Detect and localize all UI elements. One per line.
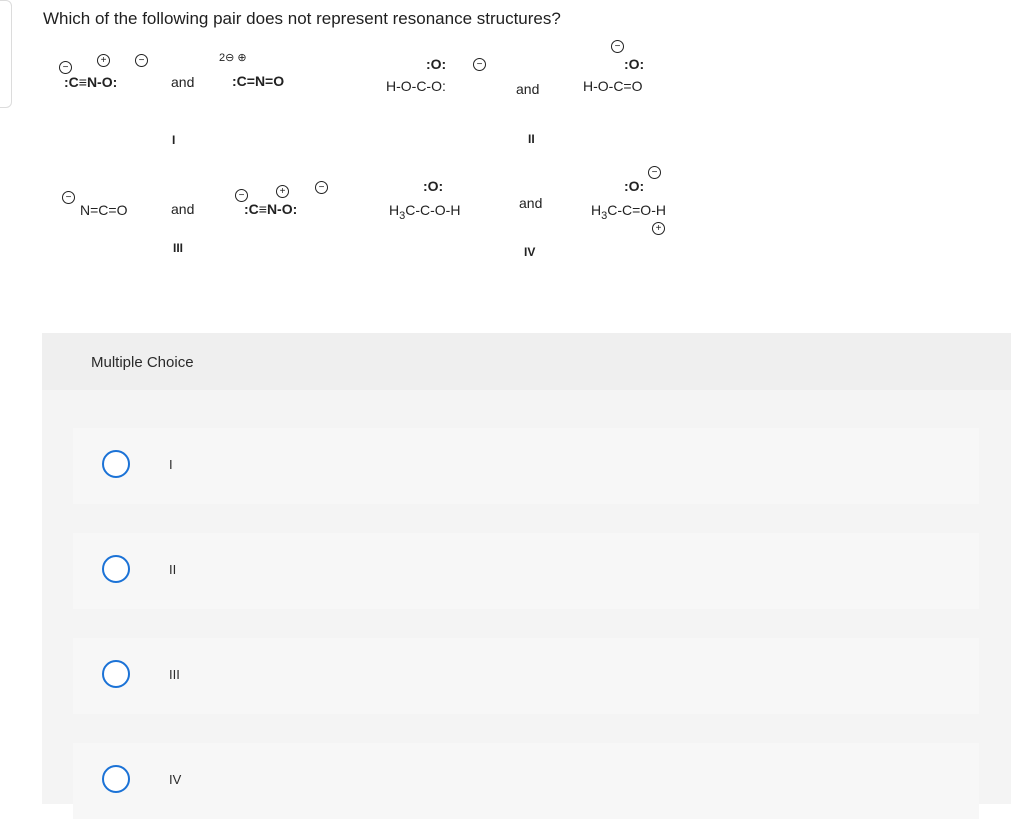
pair-numeral-4: IV [524, 245, 536, 259]
choice-option-1[interactable] [73, 428, 979, 504]
and-label: and [519, 195, 543, 211]
choice-label: III [169, 667, 180, 682]
pair-numeral-3: III [173, 241, 184, 255]
left-panel-edge [0, 0, 12, 108]
radio-button[interactable] [102, 555, 130, 583]
multiple-choice-header [42, 333, 1011, 390]
structure-3b: :C≡N-O: [244, 201, 298, 217]
multiple-choice-panel [42, 333, 1011, 804]
minus-charge-icon: − [135, 54, 148, 67]
choice-option-2[interactable] [73, 533, 979, 609]
structure-3a: N=C=O [80, 202, 128, 218]
structure-4a: $H_3C-C-O-H$ [389, 202, 461, 222]
pair-numeral-2: II [528, 132, 535, 146]
multiple-choice-title: Multiple Choice [91, 354, 194, 371]
radio-button[interactable] [102, 450, 130, 478]
choice-label: I [169, 457, 173, 472]
plus-charge-icon: + [652, 222, 665, 235]
radio-button[interactable] [102, 765, 130, 793]
and-label: and [171, 74, 195, 90]
choice-label: IV [169, 772, 182, 787]
minus-charge-icon: − [59, 61, 72, 74]
minus-charge-icon: − [235, 189, 248, 202]
structure-1a: :C≡N-O: [64, 74, 118, 90]
minus-charge-icon: − [648, 166, 661, 179]
choice-label: II [169, 562, 177, 577]
structure-4b: $H_3C-C=O-H$ [591, 202, 666, 222]
minus-charge-icon: − [473, 58, 486, 71]
minus-charge-icon: − [315, 181, 328, 194]
pair-numeral-1: I [172, 133, 176, 147]
and-label: and [516, 81, 540, 97]
structure-2a: H-O-C-O: [386, 78, 446, 94]
structure-2b: H-O-C=O [583, 78, 643, 94]
choice-option-4[interactable] [73, 743, 979, 819]
formal-charges-label: 2⊖ ⊕ [219, 52, 247, 64]
question-text: Which of the following pair does not represent resonance structures? [43, 9, 561, 28]
hydroxyl-oxygen: :O: [624, 56, 645, 72]
minus-charge-icon: − [611, 40, 624, 53]
plus-charge-icon: + [276, 185, 289, 198]
radio-button[interactable] [102, 660, 130, 688]
plus-charge-icon: + [97, 54, 110, 67]
minus-charge-icon: − [62, 191, 75, 204]
choice-option-3[interactable] [73, 638, 979, 714]
structure-1b: :C=N=O [232, 73, 285, 89]
carbonyl-oxygen: :O: [423, 178, 444, 194]
oxide-oxygen: :O: [624, 178, 645, 194]
and-label: and [171, 201, 195, 217]
carbonyl-oxygen: :O: [426, 56, 447, 72]
